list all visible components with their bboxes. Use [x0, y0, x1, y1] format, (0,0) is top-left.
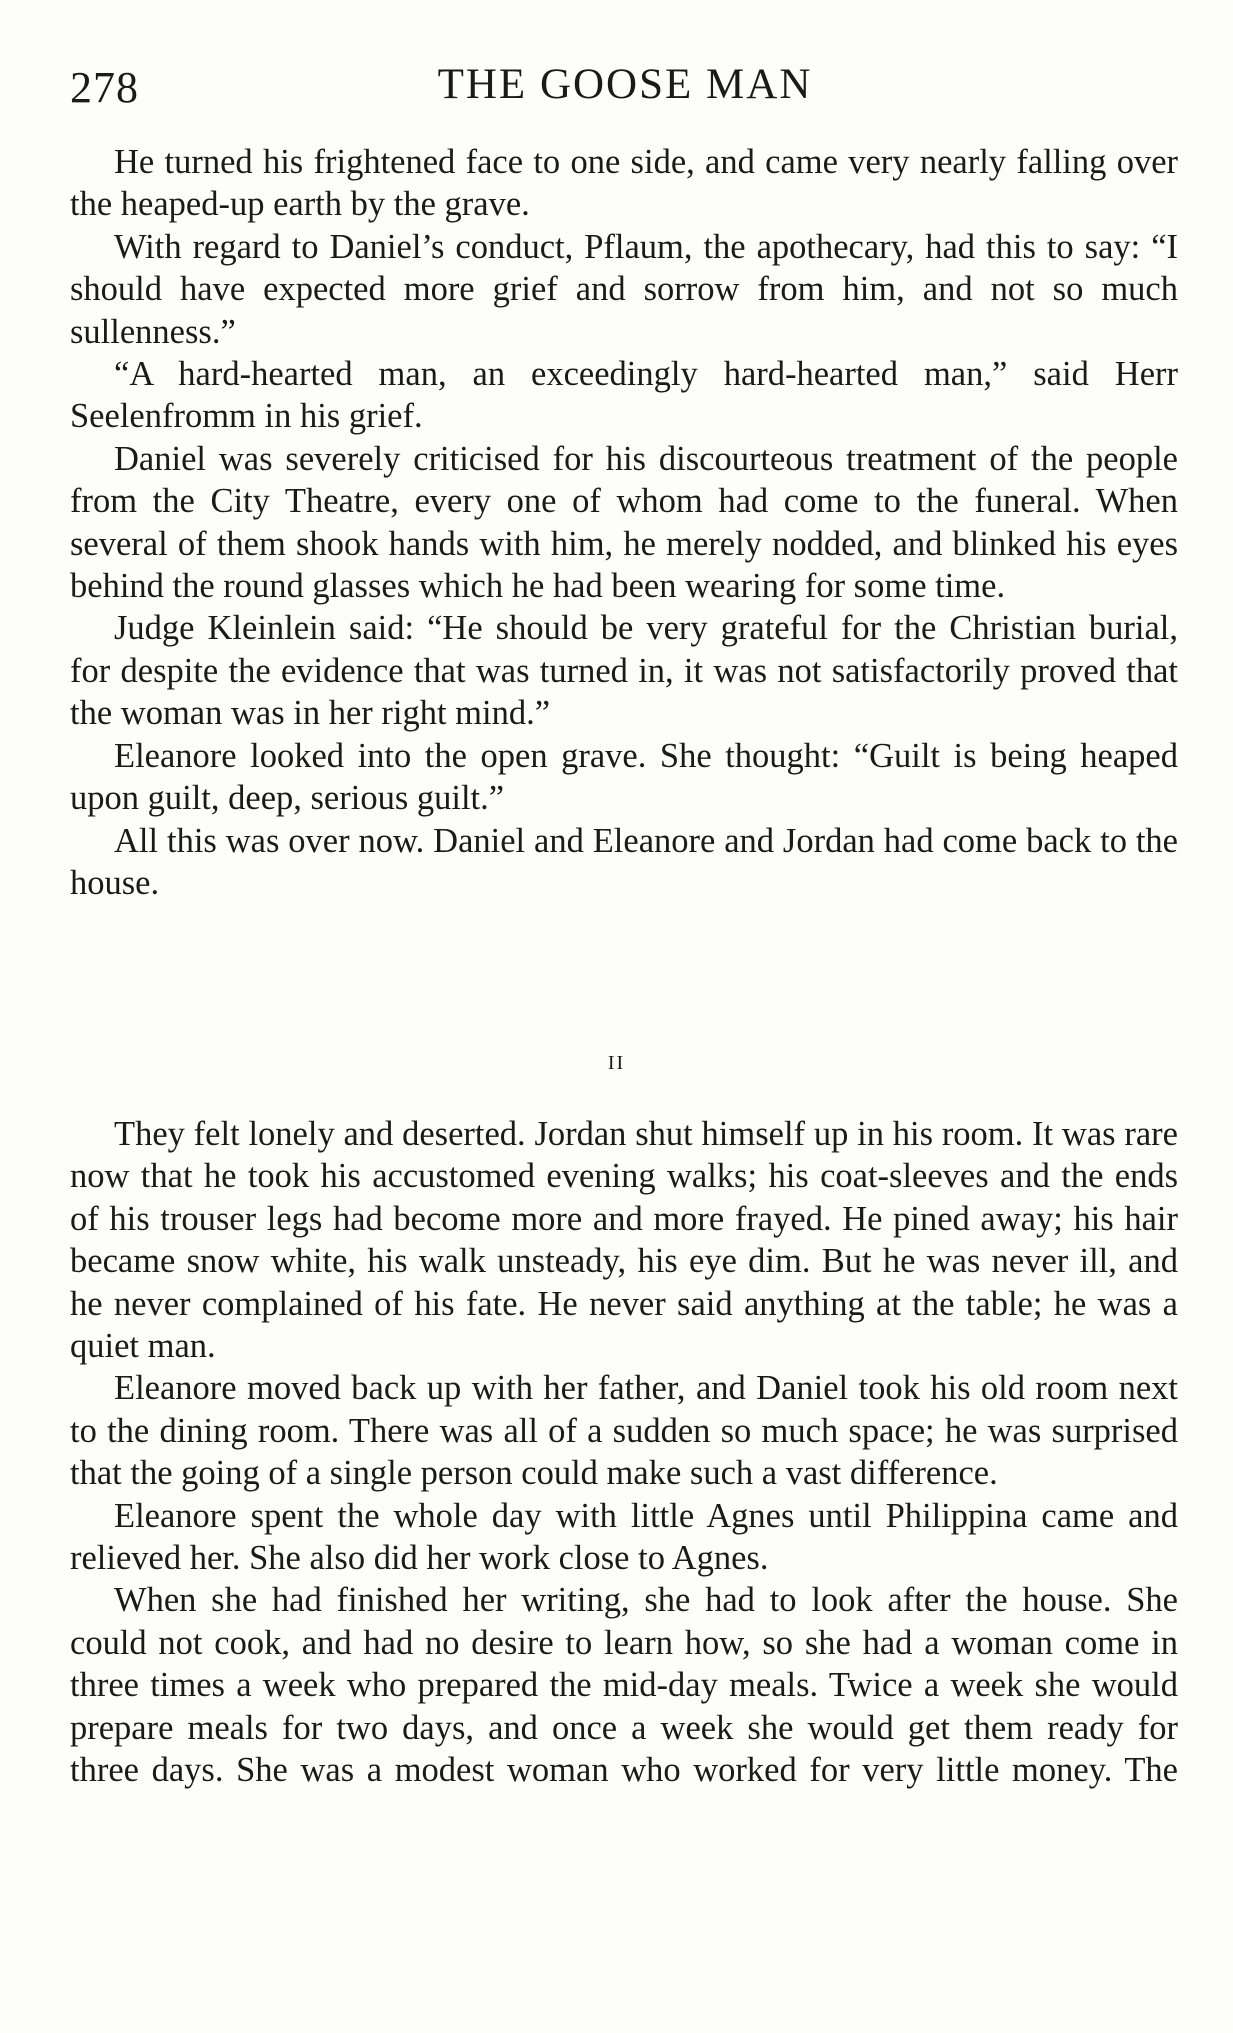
paragraph: When she had finished her writing, she had to look after the house. She could not cook, and had no desire to learn how, so she had a woman come in three times a week who prepared the mid-day meals. Twice a week she would prepare meals for two days, and once a week she would get them ready for three days. She was a modest woman who worked for very little money. The	[70, 1581, 1178, 1790]
paragraph: Daniel was severely criticised for his discourteous treatment of the people from the City Theatre, every one of whom had come to the funeral. When several of them shook hands with him, he merely nodded, and blinked his eyes behind the round glasses which he had been wearing for some time.	[70, 439, 1178, 606]
paragraph: “A hard-hearted man, an exceedingly hard-hearted man,” said Herr Seelenfromm in his grief.	[70, 355, 1178, 436]
paragraph: He turned his frightened face to one side, and came very nearly falling over the heaped-up earth by the grave.	[70, 143, 1178, 224]
paragraph: Eleanore moved back up with her father, and Daniel took his old room next to the dining room. There was all of a sudden so much space; he was surprised that the going of a single person could make such a vast difference.	[70, 1369, 1178, 1493]
section-two-text	[70, 1113, 1178, 1792]
section-number: II	[607, 1052, 626, 1074]
paragraph: With regard to Daniel’s conduct, Pflaum, the apothecary, had this to say: “I should have expected more grief and sorrow from him, and not so much sullenness.”	[70, 227, 1178, 351]
page-number: 278	[70, 63, 139, 112]
running-title: THE GOOSE MAN	[437, 61, 813, 108]
page-header	[70, 56, 1180, 116]
paragraph: All this was over now. Daniel and Eleanore and Jordan had come back to the house.	[70, 821, 1178, 902]
paragraph: Eleanore spent the whole day with little Agnes until Philippina came and relieved her. She also did her work close to Agnes.	[70, 1496, 1178, 1578]
paragraph: Eleanore looked into the open grave. She thought: “Guilt is being heaped upon guilt, deep, serious guilt.”	[70, 736, 1178, 818]
section-one-text	[70, 141, 1178, 904]
paragraph: Judge Kleinlein said: “He should be very grateful for the Christian burial, for despite the evidence that was turned in, it was not satisfactorily proved that the woman was in her right mind.”	[70, 609, 1178, 733]
paragraph: They felt lonely and deserted. Jordan shut himself up in his room. It was rare now that he took his accustomed evening walks; his coat-sleeves and the ends of his trouser legs had become more and more frayed. He pined away; his hair became snow white, his walk unsteady, his eye dim. But he was never ill, and he never complained of his fate. He never said anything at the table; he was a quiet man.	[70, 1115, 1178, 1366]
